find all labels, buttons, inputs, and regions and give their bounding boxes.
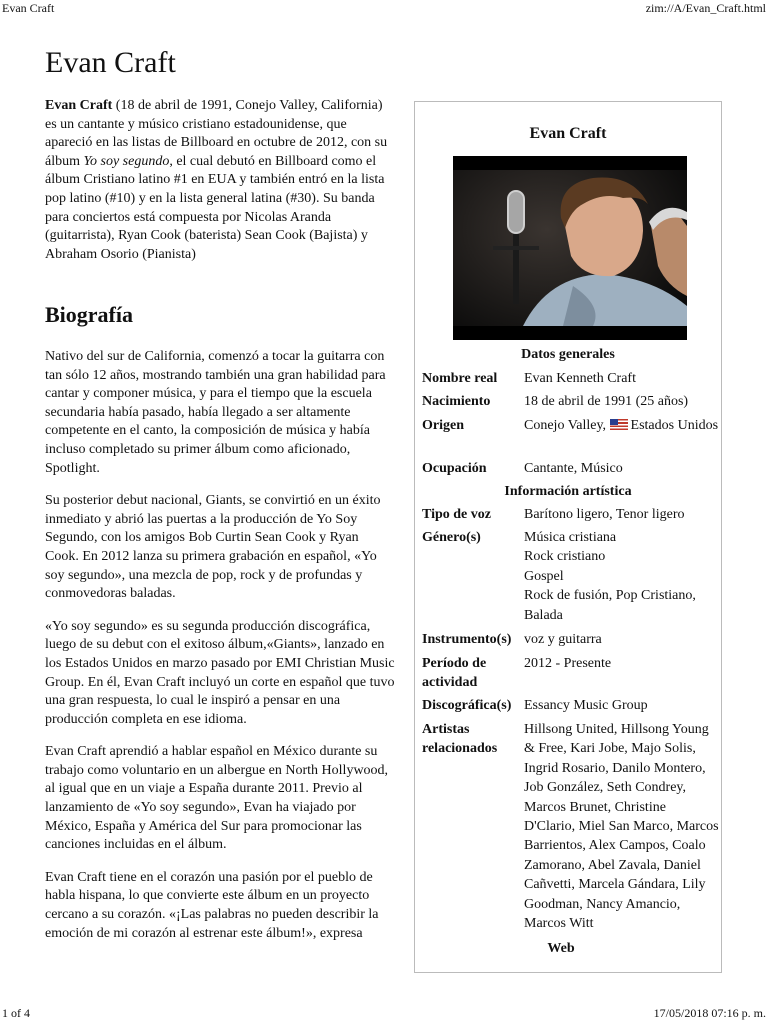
genre-item: Música cristiana xyxy=(524,530,617,545)
infobox-value: Evan Kenneth Craft xyxy=(524,371,636,386)
infobox-value: voz y guitarra xyxy=(524,632,602,647)
infobox-label: Artistas relacionados xyxy=(422,722,498,757)
us-flag-icon xyxy=(610,419,628,430)
artist-photo xyxy=(453,156,687,340)
infobox-value: Barítono ligero, Tenor ligero xyxy=(524,507,685,522)
infobox-label: Discográfica(s) xyxy=(422,698,512,713)
lead-subject-name: Evan Craft xyxy=(45,98,113,113)
infobox-label: Ocupación xyxy=(422,461,487,476)
infobox-value xyxy=(524,416,720,435)
infobox-value: Cantante, Músico xyxy=(524,461,623,476)
print-footer-timestamp: 17/05/2018 07:16 p. m. xyxy=(653,1006,766,1020)
genre-item: Gospel xyxy=(524,568,564,584)
section-heading-biografia: Biografía xyxy=(45,302,133,327)
lead-text-part2: , el cual debutó en Billboard como el álbum Cristiano latino #1 en EUA y también entró en la lista pop latino (#10) y en la lista general latina (#30). Su banda para conciertos está compuesta por Nicolas Aranda (guitarrista), Ryan Cook (baterista) Sean Cook (Bajista) y Abraham Osorio (Pianista) xyxy=(45,153,385,262)
infobox-value: 2012 - Presente xyxy=(524,656,612,671)
origen-city: Conejo Valley, xyxy=(524,418,610,433)
print-header-url: zim://A/Evan_Craft.html xyxy=(645,1,766,15)
genre-item: Rock cristiano xyxy=(524,549,606,565)
infobox-section-web: Web xyxy=(547,941,575,956)
origen-country-link[interactable]: Estados Unidos xyxy=(630,418,719,433)
lead-album-title: Yo soy segundo xyxy=(83,153,170,169)
genre-item: Rock de fusión, Pop Cristiano, Balada xyxy=(524,588,696,623)
infobox-label: Nacimiento xyxy=(422,394,491,409)
infobox-value: 18 de abril de 1991 (25 años) xyxy=(524,394,689,409)
infobox-label: Nombre real xyxy=(422,371,498,386)
infobox-value: Essancy Music Group xyxy=(524,698,648,713)
infobox-section-datos-generales: Datos generales xyxy=(521,347,615,362)
biography-paragraph: Evan Craft aprendió a hablar español en México durante su trabajo como voluntario en un albergue en North Hollywood, al igual que en un viaje a España durante 2011. Previo al lanzamiento de «Yo soy segundo», Evan ha viajado por México, España y América del Sur para promocionar las canciones incluidas en el álbum. xyxy=(45,744,389,853)
biography-paragraph: Su posterior debut nacional, Giants, se convirtió en un éxito inmediato y abrió las puertas a la producción de Yo Soy Segundo, con los amigos Bob Curtin Sean Cook y Ryan Cook. En 2012 lanza su primera grabación en español, «Yo soy segundo», una mezcla de pop, rock y de profundas y conmovedoras baladas. xyxy=(45,493,381,602)
lead-text-part1: (18 de abril de 1991, Conejo Valley, California) es un cantante y músico cristiano estadounidense, que apareció en las listas de Billboard en octubre de 2012, con su álbum xyxy=(45,98,388,169)
lead-paragraph xyxy=(45,97,393,264)
infobox-label: Tipo de voz xyxy=(422,507,491,522)
infobox-value xyxy=(524,528,720,625)
print-header-title: Evan Craft xyxy=(2,1,55,15)
biography-paragraph: Evan Craft tiene en el corazón una pasión por el pueblo de habla hispana, lo que convierte este álbum en un proyecto cercano a su corazón. «¡Las palabras no pueden describir la emoción de mi corazón al estrenar este álbum!», expresa xyxy=(45,869,379,941)
infobox-label: Origen xyxy=(422,418,464,433)
page-title: Evan Craft xyxy=(45,46,176,79)
print-footer-page-count: 1 of 4 xyxy=(2,1006,30,1020)
infobox xyxy=(414,101,722,973)
infobox-value: Hillsong United, Hillsong Young & Free, Kari Jobe, Majo Solis, Ingrid Rosario, Danilo Montero, Job González, Seth Condrey, Marcos Brunet, Christine D'Clario, Miel San Marco, Marcos Barrientos, Alex Campos, Coalo Zamorano, Abel Zavala, Daniel Cañvetti, Marcela Gándara, Lily Goodman, Nancy Amancio, Marcos Witt xyxy=(524,722,719,932)
biography-paragraph: Nativo del sur de California, comenzó a tocar la guitarra con tan sólo 12 años, mostrando también una gran habilidad para cantar y componer música, y para el tiempo que la escuela secundaria había pasado, había llegado a ser altamente competente en el canto, la composición de música y había incluso completado su primer álbum como aficionado, Spotlight. xyxy=(45,349,386,476)
biography-paragraph: «Yo soy segundo» es su segunda producción discográfica, luego de su debut con el exitoso álbum,«Giants», lanzado en los Estados Unidos en marzo pasado por EMI Christian Music Group. En él, Evan Craft incluyó un corte en español que tuvo una gran respuesta, lo cual le inspiró a pensar en una producción completa en ese idioma. xyxy=(45,618,395,727)
infobox-label: Período de actividad xyxy=(422,656,487,691)
infobox-title: Evan Craft xyxy=(529,125,607,142)
infobox-label: Instrumento(s) xyxy=(422,632,512,647)
infobox-section-informacion-artistica: Información artística xyxy=(504,484,632,499)
biography-text xyxy=(45,348,395,957)
infobox-label: Género(s) xyxy=(422,530,481,545)
